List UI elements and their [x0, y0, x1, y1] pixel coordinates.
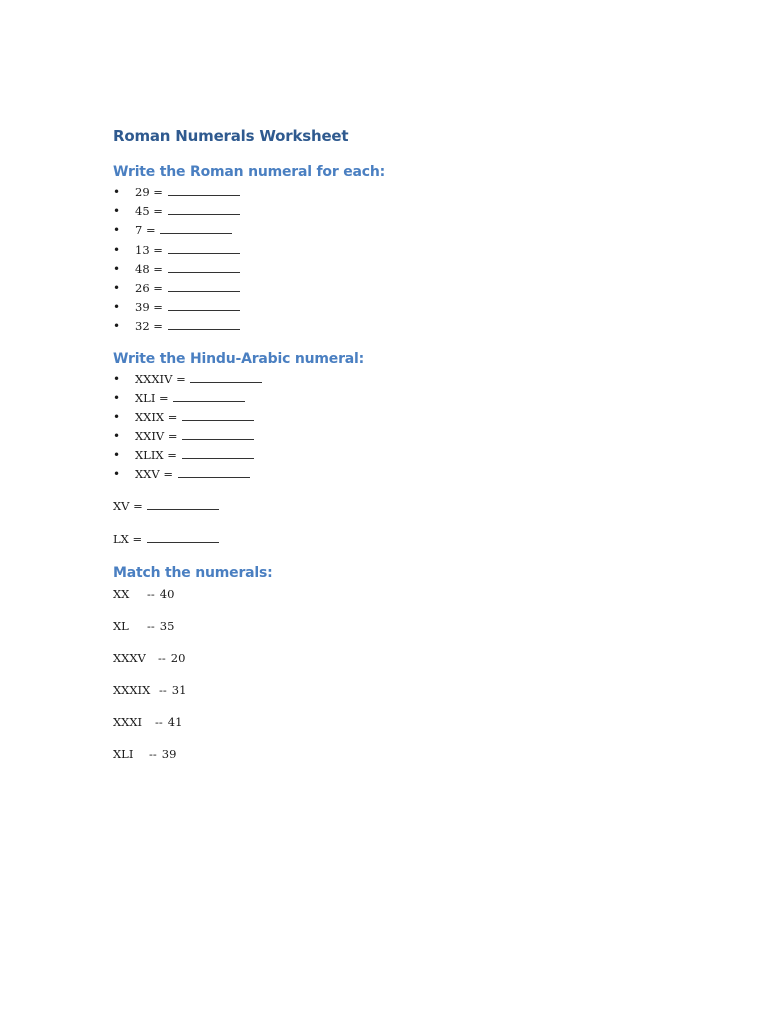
section-roman-heading: Write the Roman numeral for each: [113, 164, 385, 180]
match-number: 31 [171, 682, 187, 697]
bullet-icon: • [113, 390, 121, 405]
answer-blank [168, 319, 240, 330]
question-label: XLI = [135, 390, 169, 405]
match-number: 40 [159, 586, 175, 601]
match-dash: -- [158, 650, 166, 665]
worksheet-page [113, 124, 673, 777]
section-arabic-heading: Write the Hindu-Arabic numeral: [113, 350, 365, 367]
answer-blank [168, 204, 240, 215]
bullet-icon: • [113, 448, 121, 463]
answer-blank [147, 532, 219, 543]
answer-blank [182, 448, 254, 459]
question-label: 26 = [135, 280, 163, 295]
answer-blank [168, 185, 240, 196]
question-label: XLIX = [135, 448, 177, 463]
extra-question-xv [113, 497, 673, 516]
bullet-icon: • [113, 204, 121, 219]
question-label: XXXIV = [135, 371, 186, 386]
match-roman: XXXI [113, 714, 143, 729]
section-match-heading: Match the numerals: [113, 564, 273, 581]
bullet-icon: • [113, 300, 121, 315]
match-dash: -- [149, 746, 157, 761]
answer-blank [178, 467, 250, 478]
match-dash: -- [155, 714, 163, 729]
bullet-icon: • [113, 467, 121, 482]
question-label: 13 = [135, 242, 163, 257]
list-item [113, 389, 673, 408]
arabic-question-list [113, 370, 673, 485]
answer-blank [147, 499, 219, 510]
match-roman: XL [113, 618, 129, 633]
answer-blank [182, 410, 254, 421]
match-roman: XXXV [113, 650, 146, 665]
match-row [113, 681, 673, 700]
match-number: 20 [170, 650, 186, 665]
answer-blank [160, 223, 232, 234]
match-list [113, 585, 673, 764]
question-label: XXIX = [135, 409, 178, 424]
answer-blank [168, 300, 240, 311]
match-roman: XX [113, 586, 130, 601]
list-item [113, 317, 673, 336]
list-item [113, 221, 673, 240]
bullet-icon: • [113, 429, 121, 444]
question-label: 39 = [135, 300, 163, 315]
match-row [113, 617, 673, 636]
list-item [113, 260, 673, 279]
question-label: 29 = [135, 185, 163, 199]
list-item [113, 408, 673, 427]
list-item [113, 446, 673, 465]
bullet-icon: • [113, 242, 121, 257]
list-item [113, 370, 673, 389]
list-item [113, 241, 673, 260]
match-row [113, 713, 673, 732]
list-item [113, 427, 673, 446]
question-label: 7 = [135, 223, 156, 238]
bullet-icon: • [113, 261, 121, 276]
match-dash: -- [147, 618, 155, 633]
list-item [113, 298, 673, 317]
match-number: 35 [159, 618, 175, 633]
bullet-icon: • [113, 280, 121, 295]
roman-question-list [113, 183, 673, 337]
answer-blank [182, 429, 254, 440]
answer-blank [168, 262, 240, 273]
answer-blank [173, 391, 245, 402]
question-label: XXV = [135, 467, 173, 482]
extra-question-lx [113, 530, 673, 549]
match-row [113, 649, 673, 668]
question-label: 48 = [135, 261, 163, 276]
match-number: 41 [167, 714, 183, 729]
match-number: 39 [161, 746, 177, 761]
list-item [113, 183, 673, 202]
answer-blank [190, 372, 262, 383]
worksheet-title: Roman Numerals Worksheet [113, 127, 349, 145]
bullet-icon: • [113, 223, 121, 238]
match-roman: XXXIX [113, 682, 151, 697]
match-roman: XLI [113, 746, 134, 761]
question-label: LX = [113, 531, 143, 546]
match-row [113, 745, 673, 764]
question-label: 32 = [135, 319, 163, 334]
answer-blank [168, 281, 240, 292]
question-label: XXIV = [135, 429, 178, 444]
match-dash: -- [159, 682, 167, 697]
bullet-icon: • [113, 409, 121, 424]
bullet-icon: • [113, 319, 121, 334]
list-item [113, 202, 673, 221]
answer-blank [168, 243, 240, 254]
bullet-icon: • [113, 371, 121, 386]
question-label: 45 = [135, 204, 163, 219]
match-row [113, 585, 673, 604]
question-label: XV = [113, 498, 143, 513]
match-dash: -- [147, 586, 155, 601]
list-item [113, 465, 673, 484]
list-item [113, 279, 673, 298]
bullet-icon: • [113, 185, 121, 199]
